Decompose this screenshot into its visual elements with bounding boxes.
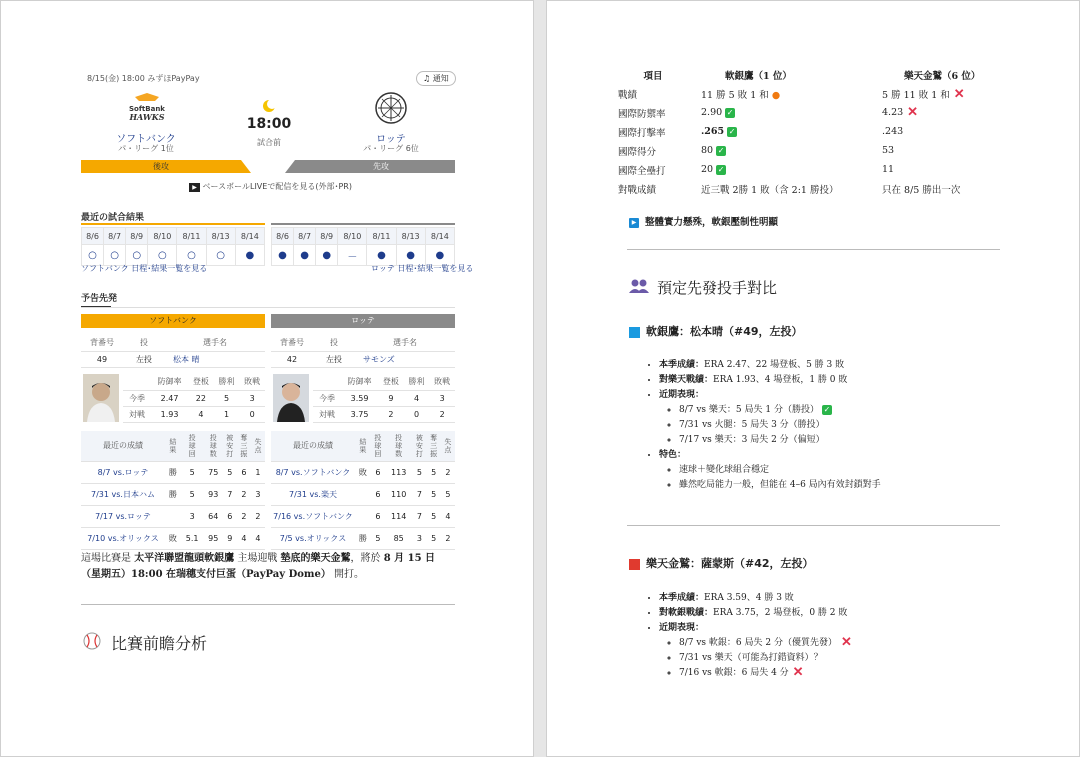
recent-game: ◦ 7/31 vs 樂天（可能為打錯資料）？ [679,651,1003,666]
result-mark: ● [367,245,396,266]
away-pitcher-info [271,335,455,368]
recent-game-value [355,483,371,505]
stat-header: 登板 [378,374,404,390]
recent-games-header: 結 果 [355,431,371,461]
recent-game-value: 3 [412,527,426,549]
result-mark: － [338,245,367,266]
result-date: 8/9 [126,228,148,245]
stat-header: 登板 [188,374,214,390]
away-recent-table [271,227,455,266]
result-date: 8/6 [82,228,104,245]
cross-icon: ✕ [792,664,804,680]
baseball-icon [83,632,101,654]
stat-value: 1 [214,406,240,422]
away-pitcher-photo [273,374,309,422]
intro-bold-2: 墊底的樂天金鷲 [280,553,351,564]
cross-icon: ✕ [907,104,919,120]
recent-game-value: 6 [237,461,251,483]
col-number: 背番号 [81,335,123,351]
notify-label: 通知 [432,74,449,83]
stat-value: 2.47 [151,390,188,406]
result-date: 8/7 [294,228,316,245]
svg-text:HAWKS: HAWKS [129,112,165,122]
recent-games-header: 結 果 [165,431,181,461]
stat-value: 4 [404,390,430,406]
intro-text-1: 這場比賽是 [81,553,135,564]
recent-game-value: 7 [412,483,426,505]
recent-game-value: 5.1 [181,527,204,549]
recent-game-value: 6 [371,505,385,527]
recent-games-header: 失 点 [251,431,265,461]
vs-value: ERA 1.93、4 場登板，1 勝 0 敗 [713,375,848,385]
recent-game-value: 5 [412,461,426,483]
starters-divider [81,307,455,308]
result-date: 8/9 [316,228,338,245]
row-avg-b: .243 [882,126,904,137]
stat-value: 4 [188,406,214,422]
play-button-icon: ▶ [629,218,639,228]
check-icon: ✓ [823,404,831,414]
intro-bold-3: 8 月 15 日（星期五）18:00 在瑞穗支付巨蛋（PayPay Dome） [81,553,436,580]
stat-header: 敗戦 [429,374,455,390]
col-throw: 投 [313,335,355,351]
away-pitcher-name[interactable]: サモンズ [355,351,455,367]
stat-blank [313,374,341,390]
stat-row-label: 今季 [123,390,151,406]
intro-paragraph [81,551,455,583]
recent-game-value: 113 [385,461,412,483]
recent-game-value: 4 [237,527,251,549]
recent-games-header: 奪 三 振 [237,431,251,461]
away-accent-line [271,223,455,225]
result-mark: ● [272,245,294,266]
recent-game-row [81,527,265,549]
home-pitcher-info [81,335,265,368]
recent-game-value: 勝 [165,483,181,505]
recent-game-link[interactable]: 7/16 vs.ソフトバンク [271,505,355,527]
recent-game-value: 7 [223,483,237,505]
home-pitcher-title-text: 軟銀鷹：松本晴（#49，左投） [646,325,803,338]
header-item: 項目 [643,70,663,82]
recent-game-value: 7 [412,505,426,527]
pitcher-heading: 預定先發投手對比 [657,279,778,297]
home-recent-games [81,431,265,550]
recent-game-value: 4 [441,505,455,527]
stat-blank [123,374,151,390]
result-date: 8/11 [177,228,206,245]
stat-value: 3.75 [341,406,378,422]
live-stream-link[interactable] [189,181,352,192]
row-avg-a: .265 [701,126,725,137]
recent-game-value: 9 [223,527,237,549]
result-date: 8/10 [338,228,367,245]
home-team-rank: パ・リーグ 1位 [118,144,174,153]
stat-row-label: 対戦 [123,406,151,422]
hawks-logo [119,91,175,127]
row-hr-a: 20 [701,164,714,175]
recent-game-link[interactable]: 7/17 vs.ロッテ [81,505,165,527]
season-label: 本季成績： [659,360,705,370]
recent-game-value: 5 [181,483,204,505]
recent-game-value [165,505,181,527]
fire-icon: ● [771,89,781,101]
recent-game-link[interactable]: 8/7 vs.ロッテ [81,461,165,483]
recent-game-link[interactable]: 8/7 vs.ソフトバンク [271,461,355,483]
away-pitcher-throw: 左投 [313,351,355,367]
recent-game: 8/7 vs 樂天：5 局失 1 分（勝投） [679,405,819,415]
comparison-note [629,214,778,228]
game-time: 18:00 [246,116,292,132]
intro-text-3: ，將於 [350,553,384,564]
row-record-b: 5 勝 11 敗 1 和 [882,89,950,101]
intro-text-2: 主場迎戰 [234,553,281,564]
play-icon: ▶ [189,183,200,192]
section-divider [81,604,455,605]
stat-value: 5 [214,390,240,406]
home-pitcher-stats [123,374,265,423]
recent-game-value: 85 [385,527,412,549]
recent-game-value: 5 [441,483,455,505]
row-record-a: 11 勝 5 敗 1 和 [701,89,769,101]
stat-value: 3 [239,390,265,406]
home-pitcher-title [629,323,803,339]
recent-game: 7/16 vs 軟銀：6 局失 4 分 [679,668,789,678]
game-status: 試合前 [257,138,281,147]
bar-left-label: 後攻 [153,162,169,171]
bar-right-label: 先攻 [373,162,389,171]
row-runs-b: 53 [882,145,895,156]
recent-game-value: 3 [251,483,265,505]
stat-value: 22 [188,390,214,406]
recent-game-link[interactable]: 7/5 vs.オリックス [271,527,355,549]
result-mark: ● [316,245,338,266]
away-recent-games [271,431,455,550]
result-date: 8/10 [148,228,177,245]
stat-value: 3 [429,390,455,406]
notify-button[interactable] [416,71,456,86]
check-icon: ✓ [728,126,736,136]
moon-icon [259,98,279,117]
recent-game-value: 93 [204,483,223,505]
document-page-1 [0,0,534,757]
result-mark: ○ [177,245,206,266]
stat-header: 勝利 [214,374,240,390]
recent-game-row [271,527,455,549]
vs-label: 對軟銀戰績： [659,608,714,618]
row-record-label: 戰績 [618,89,638,101]
home-accent-line [81,223,265,225]
recent-game-row [271,461,455,483]
recent-games-header: 失 点 [441,431,455,461]
starters-title: 予告先発 [81,294,118,304]
recent-game-value: 6 [223,505,237,527]
stat-value: 3.59 [341,390,378,406]
col-name: 選手名 [355,335,455,351]
away-pitcher-title [629,555,814,571]
row-runs-a: 80 [701,145,714,156]
result-date: 8/7 [104,228,126,245]
result-date: 8/13 [396,228,425,245]
row-era-b: 4.23 [882,107,904,118]
cross-icon: ✕ [953,87,965,102]
stat-value: 2 [429,406,455,422]
recent-game: ◦ 7/31 vs 火腿：5 局失 3 分（勝投） [679,418,1003,433]
live-stream-label: ベースボールLIVEで配信を見る(外部･PR) [202,182,352,191]
marines-logo [369,91,413,129]
result-mark: ○ [206,245,235,266]
people-icon [629,278,649,298]
comparison-note-text: 整體實力懸殊，軟銀壓制性明顯 [645,217,779,228]
recent-game-value: 75 [204,461,223,483]
header-softbank: 軟銀鷹（1 位） [725,70,792,82]
recent-game-value: 勝 [165,461,181,483]
row-era-a: 2.90 [701,107,723,118]
hawks-logo-icon [127,91,167,123]
result-date: 8/14 [425,228,454,245]
bell-icon: ♫ [423,74,431,83]
recent-game-row [271,483,455,505]
recent-game-link[interactable]: 7/31 vs.日本ハム [81,483,165,505]
recent-game-value: 4 [251,527,265,549]
recent-game-value: 6 [371,483,385,505]
section-divider [627,249,1000,250]
recent-game-link[interactable]: 7/31 vs.楽天 [271,483,355,505]
marines-logo-icon [374,91,408,125]
season-value: ERA 3.59、4 勝 3 敗 [704,593,794,603]
home-pitcher-name[interactable]: 松本 晴 [165,351,265,367]
stat-header: 防御率 [151,374,188,390]
recent-game-row [81,461,265,483]
result-date: 8/11 [367,228,396,245]
recent-game-row [81,505,265,527]
result-date: 8/13 [206,228,235,245]
result-date: 8/14 [235,228,264,245]
header-rakuten: 樂天金鷲（6 位） [904,70,981,82]
away-pitcher-stats [313,374,455,423]
recent-game-value: 勝 [355,527,371,549]
vs-value: ERA 3.75，2 場登板，0 勝 2 敗 [713,608,848,618]
row-hr-label: 國際全壘打 [618,165,666,177]
recent-game-value: 2 [441,527,455,549]
home-pitcher-details [643,358,1003,493]
recent-games-header: 被 安 打 [412,431,426,461]
home-pitcher-throw: 左投 [123,351,165,367]
recent-game-value: 2 [251,505,265,527]
stat-header: 敗戦 [239,374,265,390]
result-date: 8/6 [272,228,294,245]
row-era-label: 國際防禦率 [618,108,666,120]
recent-game-value: 5 [427,505,441,527]
recent-results-title: 最近の試合結果 [81,213,145,223]
recent-game-link[interactable]: 7/10 vs.オリックス [81,527,165,549]
game-date-line: 8/15(金) 18:00 みずほPayPay [87,74,200,83]
trait-item: ◦ 雖然吃局能力一般，但能在 4–6 局內有效封鎖對手 [679,478,1003,493]
recent-game-value: 敗 [165,527,181,549]
recent-games-header: 投 球 数 [385,431,412,461]
result-mark: ● [235,245,264,266]
recent-game-value [355,505,371,527]
recent-games-header: 投 球 回 [371,431,385,461]
home-pitcher-number: 49 [81,351,123,367]
vs-label: 對樂天戰績： [659,375,714,385]
away-team-rank: パ・リーグ 6位 [363,144,419,153]
row-hr-b: 11 [882,164,895,175]
col-throw: 投 [123,335,165,351]
recent-game-value: 敗 [355,461,371,483]
row-h2h-label: 對戰成績 [618,184,657,196]
season-value: ERA 2.47、22 場登板、5 勝 3 敗 [704,360,845,370]
col-name: 選手名 [165,335,265,351]
recent-games-label: 最近の成績 [81,431,165,461]
recent-game-value: 5 [223,461,237,483]
col-number: 背番号 [271,335,313,351]
stat-value: 1.93 [151,406,188,422]
recent-game-value: 95 [204,527,223,549]
away-schedule-link[interactable]: ロッテ 日程･結果一覧を見る [371,264,474,273]
recent-game-value: 110 [385,483,412,505]
recent-games-label: 最近の成績 [271,431,355,461]
stat-row-label: 今季 [313,390,341,406]
away-pitcher-number: 42 [271,351,313,367]
recent-game-value: 6 [371,461,385,483]
comparison-table [617,65,981,198]
home-starter-header: ソフトバンク [81,314,265,328]
recent-game-value: 3 [181,505,204,527]
recent-label: 近期表現： [659,623,705,633]
recent-game-value: 5 [427,527,441,549]
recent-game-value: 2 [441,461,455,483]
row-avg-label: 國際打擊率 [618,127,666,139]
home-pitcher-photo [83,374,119,422]
stat-row-label: 対戦 [313,406,341,422]
recent-games-header: 投 球 数 [204,431,223,461]
result-mark: ○ [148,245,177,266]
away-pitcher-title-text: 樂天金鷲：薩蒙斯（#42，左投） [646,557,814,570]
intro-text-4: 開打。 [330,569,365,580]
stat-header: 勝利 [404,374,430,390]
recent-game-value: 5 [181,461,204,483]
recent-game-value: 5 [427,483,441,505]
recent-label: 近期表現： [659,390,705,400]
section-divider [627,525,1000,526]
result-mark: ○ [82,245,104,266]
traits-label: 特色： [659,450,687,460]
away-pitcher-details [643,591,1003,681]
row-h2h-a: 近三戰 2勝 1 敗（含 2:1 勝投） [701,184,839,196]
home-schedule-link[interactable]: ソフトバンク 日程･結果一覧を見る [81,264,208,273]
recent-game: ◦ 7/17 vs 樂天：3 局失 2 分（偏短） [679,433,1003,448]
red-square-icon [629,559,640,570]
stat-header: 防御率 [341,374,378,390]
row-h2h-b: 只在 8/5 勝出一次 [882,184,961,196]
recent-game-row [81,483,265,505]
analysis-heading: 比賽前瞻分析 [111,634,208,653]
stat-value: 0 [404,406,430,422]
document-page-2 [546,0,1080,757]
trait-item: ◦ 速球＋變化球組合穩定 [679,463,1003,478]
away-team-name[interactable]: ロッテ [376,134,406,145]
recent-game-value: 64 [204,505,223,527]
result-mark: ○ [126,245,148,266]
blue-square-icon [629,327,640,338]
recent-game-value: 114 [385,505,412,527]
recent-game-value: 5 [371,527,385,549]
home-team-name[interactable]: ソフトバンク [116,134,176,145]
result-mark: ● [425,245,454,266]
recent-game-value: 2 [237,505,251,527]
recent-games-header: 奪 三 振 [427,431,441,461]
recent-game-row [271,505,455,527]
result-mark: ● [294,245,316,266]
recent-game-value: 1 [251,461,265,483]
recent-game-value: 5 [427,461,441,483]
recent-game: 8/7 vs 軟銀：6 局失 2 分（優質先發） [679,638,837,648]
recent-game-value: 2 [237,483,251,505]
cross-icon: ✕ [840,634,852,650]
stat-value: 9 [378,390,404,406]
home-recent-table [81,227,265,266]
recent-games-header: 被 安 打 [223,431,237,461]
away-starter-header: ロッテ [271,314,455,328]
intro-bold-1: 太平洋聯盟龍頭軟銀鷹 [134,553,235,564]
stat-value: 2 [378,406,404,422]
recent-games-header: 投 球 回 [181,431,204,461]
stat-value: 0 [239,406,265,422]
svg-text:SoftBank: SoftBank [129,105,165,113]
row-runs-label: 國際得分 [618,146,657,158]
check-icon: ✓ [717,164,725,174]
result-mark: ○ [104,245,126,266]
check-icon: ✓ [717,145,725,155]
season-label: 本季成績： [659,593,705,603]
check-icon: ✓ [726,107,734,117]
result-mark: ● [396,245,425,266]
